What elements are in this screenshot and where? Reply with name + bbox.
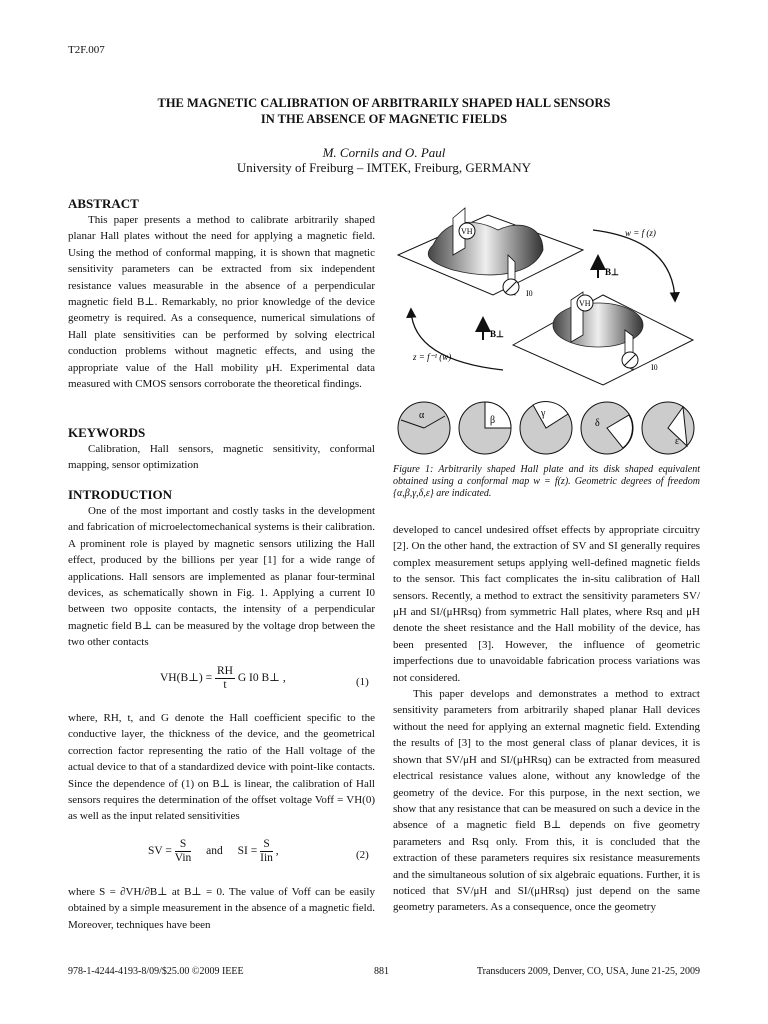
b-label-top: B⊥ [605, 267, 619, 277]
equation-2-number: (2) [356, 849, 369, 861]
eq1-rhs: G I0 B⊥ , [237, 672, 286, 685]
eq2-sv-fraction [175, 838, 192, 865]
eq1-fraction [215, 665, 235, 692]
i0-bottom-label: I0 [651, 363, 658, 372]
i0-top-label: I0 [526, 289, 533, 298]
alpha-label: α [419, 410, 425, 421]
intro-paragraph-3: where S = ∂VH/∂B⊥ at B⊥ = 0. The value of Voff can be easily obtained by a simple measurement in the absence of a magnetic field. Moreover, techniques have been [68, 886, 375, 931]
eq1-lhs: VH(B⊥) = [160, 672, 213, 685]
eq1-numerator: RH [217, 665, 233, 677]
map-label: w = f (z) [625, 228, 656, 238]
introduction-heading: INTRODUCTION [68, 487, 173, 502]
inverse-map-label: z = f⁻¹ (w) [413, 352, 452, 362]
authors: M. Cornils and O. Paul [322, 145, 446, 160]
equation-1 [160, 665, 286, 692]
disk-alpha [398, 402, 450, 454]
abstract-text: This paper presents a method to calibrate arbitrarily shaped planar Hall plates without the need for applying a magnetic field. Using the method of conformal mapping, it is shown that magnetic sensitivity parameters can be extracted from six independent resistance values measurable in the absence of a perpendicular magnetic field B⊥. Remarkably, no prior knowledge of the device geometry is required. As a consequence, numerical simulations of Hall plate sensitivities can be performed by solving electrical conduction problems without magnetic effects, and using the appropriate value of the Hall mobility μH. Experimental data measured with CMOS sensors corroborate the theoretical findings. [68, 214, 375, 391]
intro-paragraph-2: where, RH, t, and G denote the Hall coefficient specific to the conductive layer, the thickness of the device, and the geometrical correction factor representing the ratio of the Hall voltage of the actual device to that of a standardized device with point-like contacts. Since the dependence of (1) on B⊥ is linear, the calibration of Hall sensors requires the determination of the offset voltage Voff = VH(0) as well as the input related sensitivities [68, 712, 375, 823]
gamma-label: γ [541, 408, 546, 419]
eq2-sv: SV = [148, 845, 172, 858]
vh-bottom-label: VH [579, 299, 591, 308]
vh-top-label: VH [461, 227, 473, 236]
equation-1-number: (1) [356, 676, 369, 688]
figure-1 [393, 200, 700, 462]
affiliation: University of Freiburg – IMTEK, Freiburg, GERMANY [236, 160, 532, 175]
eq2-and: and [206, 845, 223, 858]
arbitrary-hall-plate [428, 222, 543, 275]
keywords-body [68, 441, 375, 474]
paper-title [60, 95, 708, 127]
eq2-si-denominator: Iin [260, 852, 273, 864]
disk-delta [581, 402, 633, 454]
introduction-p3 [68, 884, 375, 933]
right-column-text [393, 522, 700, 916]
beta-label: β [490, 415, 496, 426]
keywords-heading: KEYWORDS [68, 425, 146, 440]
eq2-sv-denominator: Vin [174, 852, 192, 864]
figure-1-drawing [393, 200, 700, 462]
eq1-denominator: t [223, 679, 227, 691]
abstract-body [68, 212, 375, 392]
right-paragraph-1: developed to cancel undesired offset effects by appropriate circuitry [2]. On the other hand, the extraction of SV and SI generally requires complex measurement setups applying well-defined magnetic fields to the sensor. This fact complicates the in-situ calibration of Hall sensors. Recently, a method to extract the sensitivity parameters SV/μH and SI/(μHRsq) from symmetric Hall plates, where Rsq and μH denote the sheet resistance and the Hall mobility of the device, has been presented [3]. However, the influence of geometric imperfections due to unavoidable fabrication process variations was not considered. [393, 524, 700, 684]
keywords-text: Calibration, Hall sensors, magnetic sensitivity, conformal mapping, sensor optimization [68, 443, 375, 472]
footer-conference: Transducers 2009, Denver, CO, USA, June 21-25, 2009 [476, 966, 700, 977]
title-line-2: IN THE ABSENCE OF MAGNETIC FIELDS [260, 112, 508, 126]
eq2-si-numerator: S [260, 838, 273, 852]
footer-isbn: 978-1-4244-4193-8/09/$25.00 ©2009 IEEE [68, 966, 244, 977]
figure-1-caption: Figure 1: Arbitrarily shaped Hall plate and its disk shaped equivalent obtained using a conformal map w = f(z). Geometric degrees of freedom {α,β,γ,δ,ε} are indicated. [393, 464, 700, 499]
disk-gamma [520, 402, 572, 454]
epsilon-label: ε [675, 436, 680, 447]
title-line-1: THE MAGNETIC CALIBRATION OF ARBITRARILY SHAPED HALL SENSORS [157, 96, 611, 110]
equation-2 [148, 838, 279, 865]
introduction-p2 [68, 710, 375, 825]
delta-label: δ [595, 418, 600, 429]
eq2-si-fraction [260, 838, 273, 865]
b-label-bottom: B⊥ [490, 329, 504, 339]
disk-beta [459, 402, 511, 454]
footer-page-number: 881 [374, 966, 389, 977]
paper-id: T2F.007 [68, 44, 105, 56]
intro-paragraph-1: One of the most important and costly tasks in the development and fabrication of microelectomechanical systems is their calibration. A prominent role is played by magnetic sensors utilizing the Hall effect, produced by the billions per year [1] for a wide range of applications. Hall sensors are implemented as planar four-terminal devices, as schematically shown in Fig. 1. Applying a current I0 between two opposite contacts, the intensity of a perpendicular magnetic field B⊥ can be measured by the voltage drop between the two other contacts [68, 505, 375, 649]
right-paragraph-2: This paper develops and demonstrates a method to extract sensitivity parameters from arbitrarily shaped planar Hall devices without the need for applying an external magnetic field. Extending the results of [3] to the most general class of planar devices, it is shown that SV/μH and SI/(μHRsq) can be extracted from measured electrical resistance values alone, without any knowledge of the geometry of the device. For this purpose, in the next section, we show that any resistance that can be measured on such a device in the absence of a magnetic field B⊥ depends on five geometry parameters and Rsq only. From this, it is concluded that the extraction of these parameters requires six resistance measurements and the simultaneous solution of six algebraic equations. Further, it is noticed that SV/μH and SI/(μHRsq) just depend on the same geometry parameters. As a consequence, once the geometry [393, 688, 700, 914]
abstract-heading: ABSTRACT [68, 196, 139, 211]
eq2-si: SI = [237, 845, 258, 858]
eq2-comma: , [275, 845, 279, 858]
introduction-p1 [68, 503, 375, 651]
forward-map-arrow [593, 230, 675, 300]
disk-epsilon [642, 402, 694, 454]
eq2-sv-numerator: S [175, 838, 192, 852]
